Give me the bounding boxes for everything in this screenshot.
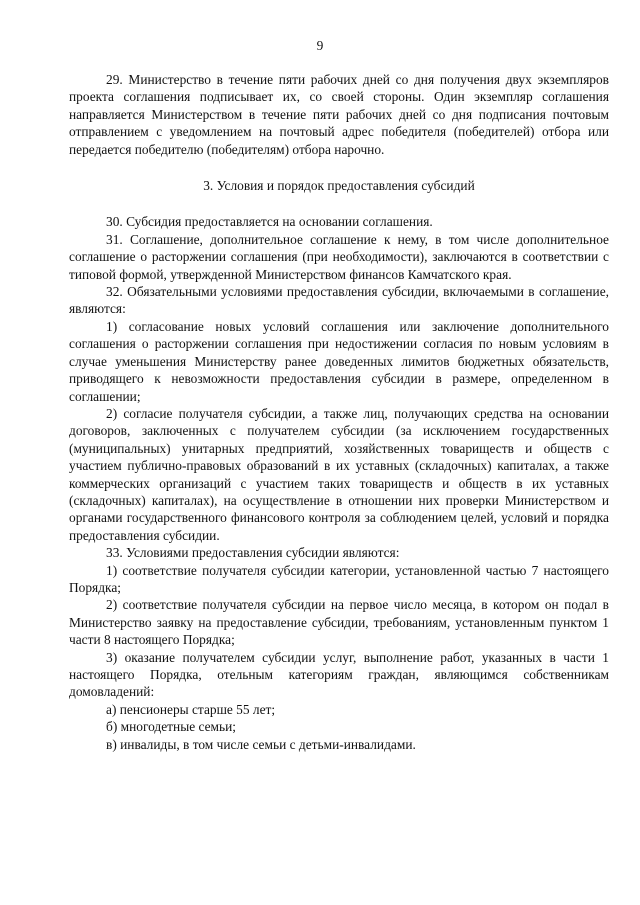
paragraph-33-item-3b: б) многодетные семьи; — [106, 719, 237, 735]
page-number: 9 — [316, 38, 324, 53]
paragraph-33-item-1: 1) соответствие получателя субсидии категории, установленной частью 7 настоящего Порядка; — [69, 562, 609, 595]
paragraph-33: 33. Условиями предоставления субсидии являются: — [106, 545, 400, 561]
paragraph-32: 32. Обязательными условиями предоставления субсидии, включаемыми в соглашение, являются: — [69, 284, 609, 317]
paragraph-33-item-3c: в) инвалиды, в том числе семьи с детьми-инвалидами. — [106, 736, 416, 752]
paragraph-31: 31. Соглашение, дополнительное соглашение к нему, в том числе дополнительное соглашение о расторжении соглашения (при необходимости), заключаются в соответствии с типовой формой, утвержденной Министерством финансов Камчатского края. — [69, 231, 609, 282]
paragraph-33-item-3: 3) оказание получателем субсидии услуг, выполнение работ, указанных в части 1 настоящего Порядка, отельным категориям граждан, являющимся собственникам домовладений: — [69, 649, 609, 700]
paragraph-33-item-3a: а) пенсионеры старше 55 лет; — [106, 701, 276, 717]
paragraph-32-item-1: 1) согласование новых условий соглашения или заключение дополнительного соглашения о расторжении соглашения при недостижении согласия по новым условиям в случае уменьшения Министерству ранее доведенных лимитов бюджетных обязательств, приводящего к невозможности предоставления субсидии в размере, определенном в соглашении; — [69, 318, 609, 404]
paragraph-30: 30. Субсидия предоставляется на основании соглашения. — [106, 214, 433, 230]
section-heading: 3. Условия и порядок предоставления субсидий — [203, 178, 475, 194]
paragraph-33-item-2: 2) соответствие получателя субсидии на первое число месяца, в котором он подал в Министерство заявку на предоставление субсидии, требованиям, установленным пунктом 1 части 8 настоящего Порядка; — [69, 597, 609, 648]
paragraph-29: 29. Министерство в течение пяти рабочих дней со дня получения двух экземпляров проекта соглашения подписывает их, со своей стороны. Один экземпляр соглашения направляется Министерством в течение пяти рабочих дней со дня подписания почтовым отправлением с уведомлением на почтовый адрес победителя (победителей) отбора или передается победителю (победителям) отбора нарочно. — [69, 72, 609, 157]
paragraph-32-item-2: 2) согласие получателя субсидии, а также лиц, получающих средства на основании договоров, заключенных с получателем субсидии (за исключением государственных (муниципальных) унитарных предприятий, хозяйственных товариществ и обществ с участием публично-правовых образований в их уставных (складочных) капиталах, а также коммерческих организаций с участием таких товариществ и обществ в их уставных (складочных) капиталах), на осуществление в отношении них проверки Министерством и органами государственного финансового контроля за соблюдением целей, условий и порядка предоставления субсидии. — [69, 405, 609, 543]
page-content — [69, 71, 609, 753]
